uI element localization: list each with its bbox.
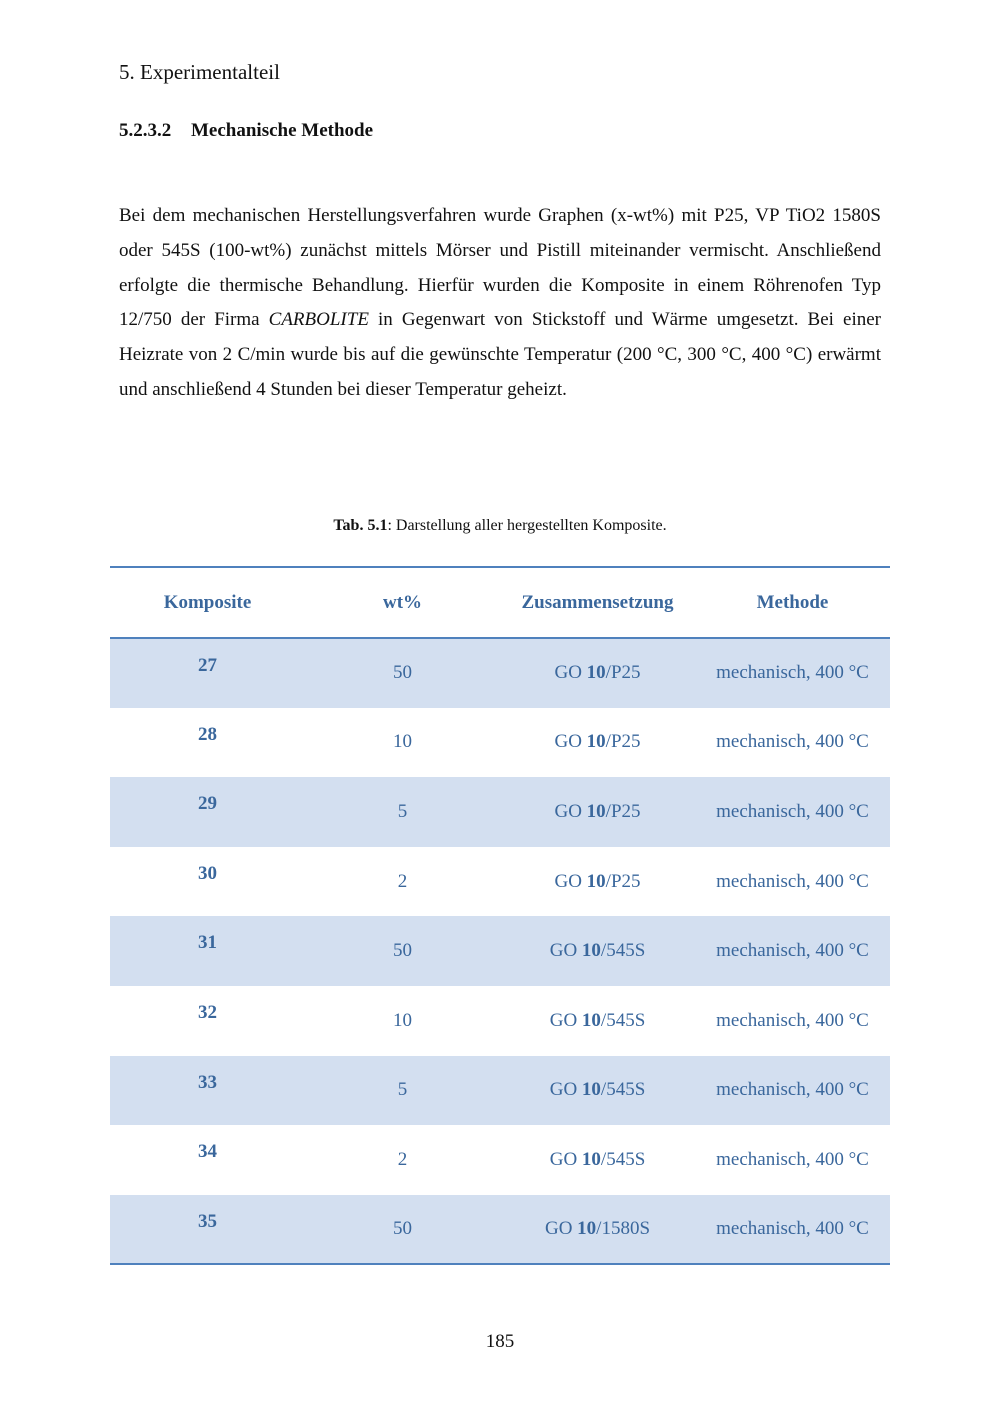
cell-komposite: 30 bbox=[198, 862, 217, 884]
composition-suffix: /P25 bbox=[605, 800, 641, 822]
cell-methode: mechanisch, 400 °C bbox=[695, 1195, 890, 1265]
paragraph-part-1: Bei dem mechanischen Herstellungsverfahren wurde Graphen (x-wt%) mit P25, VP TiO2 1580S oder 545S (100-wt%) zunächst mittels Mörser und Pistill miteinander vermischt. Anschließend erfolgte die thermische Behandlung. Hierfür wurden die Komposite in einem Röhrenofen Typ 12/750 der Firma bbox=[119, 205, 881, 331]
cell-komposite: 29 bbox=[198, 793, 217, 815]
composition-bold: 10 bbox=[581, 1079, 601, 1101]
composition-prefix: GO bbox=[549, 1009, 582, 1031]
cell-zusammensetzung bbox=[500, 986, 695, 1056]
cell-methode: mechanisch, 400 °C bbox=[716, 731, 869, 753]
cell-methode: mechanisch, 400 °C bbox=[716, 940, 869, 962]
header-zusammensetzung: Zusammensetzung bbox=[500, 567, 695, 638]
table-row bbox=[110, 708, 890, 778]
table-caption-text: : Darstellung aller hergestellten Komposite. bbox=[387, 517, 667, 534]
section-title: Mechanische Methode bbox=[191, 120, 374, 141]
table-header-row bbox=[110, 567, 890, 638]
cell-methode: mechanisch, 400 °C bbox=[716, 1148, 869, 1170]
komposite-table bbox=[110, 566, 890, 1265]
cell-komposite: 27 bbox=[198, 655, 217, 676]
composition-suffix: /545S bbox=[600, 1009, 646, 1031]
cell-komposite: 35 bbox=[110, 1195, 305, 1265]
cell-wt: 50 bbox=[305, 1195, 500, 1265]
composition-suffix: /P25 bbox=[605, 662, 641, 684]
running-header: 5. Experimentalteil bbox=[119, 60, 280, 84]
section-number: 5.2.3.2 bbox=[119, 120, 172, 141]
cell-methode: mechanisch, 400 °C bbox=[716, 800, 869, 822]
composition-prefix: GO bbox=[554, 870, 587, 892]
cell-wt: 50 bbox=[393, 940, 412, 962]
cell-zusammensetzung bbox=[500, 847, 695, 917]
composition-bold: 10 bbox=[586, 731, 606, 753]
composition-suffix: /545S bbox=[600, 1079, 646, 1101]
cell-komposite: 32 bbox=[198, 1001, 217, 1023]
cell-wt: 10 bbox=[393, 1009, 412, 1031]
composition-suffix: /P25 bbox=[605, 870, 641, 892]
table-caption-label: Tab. 5.1 bbox=[333, 517, 388, 534]
cell-methode: mechanisch, 400 °C bbox=[716, 662, 869, 684]
table-row bbox=[110, 916, 890, 986]
table-row bbox=[110, 986, 890, 1056]
composition-prefix: GO bbox=[549, 1079, 582, 1101]
cell-zusammensetzung bbox=[500, 708, 695, 778]
cell-methode: mechanisch, 400 °C bbox=[716, 870, 869, 892]
cell-zusammensetzung bbox=[500, 777, 695, 847]
table-row bbox=[110, 1125, 890, 1195]
cell-zusammensetzung bbox=[500, 1195, 695, 1265]
composition-prefix: GO bbox=[554, 662, 587, 684]
cell-wt: 2 bbox=[397, 1148, 408, 1170]
body-paragraph bbox=[119, 199, 881, 408]
cell-wt: 50 bbox=[393, 662, 412, 684]
company-name: CARBOLITE bbox=[268, 309, 369, 331]
composition-bold: 10 bbox=[586, 800, 606, 822]
table-caption bbox=[0, 515, 1000, 537]
table-row bbox=[110, 638, 890, 708]
cell-methode: mechanisch, 400 °C bbox=[716, 1009, 869, 1031]
section-heading bbox=[119, 119, 373, 143]
composition-bold: 10 bbox=[581, 1009, 601, 1031]
composition-prefix: GO bbox=[554, 800, 587, 822]
composition-prefix: GO bbox=[544, 1218, 578, 1240]
page-number: 185 bbox=[485, 1331, 515, 1352]
table-row bbox=[110, 777, 890, 847]
cell-wt: 10 bbox=[393, 731, 412, 753]
cell-methode: mechanisch, 400 °C bbox=[716, 1079, 869, 1101]
header-methode: Methode bbox=[695, 567, 890, 638]
cell-komposite: 31 bbox=[198, 932, 217, 954]
cell-wt: 5 bbox=[397, 1079, 408, 1101]
composition-prefix: GO bbox=[549, 1148, 582, 1170]
composition-bold: 10 bbox=[581, 1148, 601, 1170]
cell-wt: 5 bbox=[397, 800, 408, 822]
cell-zusammensetzung bbox=[500, 1125, 695, 1195]
cell-zusammensetzung bbox=[500, 1056, 695, 1126]
composition-bold: 10 bbox=[586, 662, 606, 684]
composition-suffix: /P25 bbox=[605, 731, 641, 753]
cell-komposite: 33 bbox=[198, 1071, 217, 1093]
composition-bold: 10 bbox=[586, 870, 606, 892]
composition-suffix: /545S bbox=[600, 1148, 646, 1170]
header-komposite: Komposite bbox=[110, 567, 305, 638]
composition-prefix: GO bbox=[549, 940, 582, 962]
cell-wt: 2 bbox=[397, 870, 408, 892]
table-row bbox=[110, 1056, 890, 1126]
table-row bbox=[110, 847, 890, 917]
composition-suffix: /1580S bbox=[596, 1218, 651, 1240]
cell-komposite: 28 bbox=[198, 723, 217, 745]
cell-zusammensetzung bbox=[500, 638, 695, 708]
composition-bold: 10 bbox=[577, 1218, 597, 1240]
cell-zusammensetzung bbox=[500, 916, 695, 986]
header-wt: wt% bbox=[305, 567, 500, 638]
table-row bbox=[110, 1195, 890, 1265]
composition-prefix: GO bbox=[554, 731, 587, 753]
cell-komposite: 34 bbox=[198, 1141, 217, 1163]
paragraph-part-2: in Gegenwart von Stickstoff und Wärme umgesetzt. Bei einer Heizrate von 2 C/min wurde bis auf die gewünschte Temperatur (200 °C, 300 °C, 400 °C) erwärmt und anschließend 4 Stunden bei dieser Temperatur geheizt. bbox=[119, 309, 881, 400]
composition-bold: 10 bbox=[581, 940, 601, 962]
composition-suffix: /545S bbox=[600, 940, 646, 962]
